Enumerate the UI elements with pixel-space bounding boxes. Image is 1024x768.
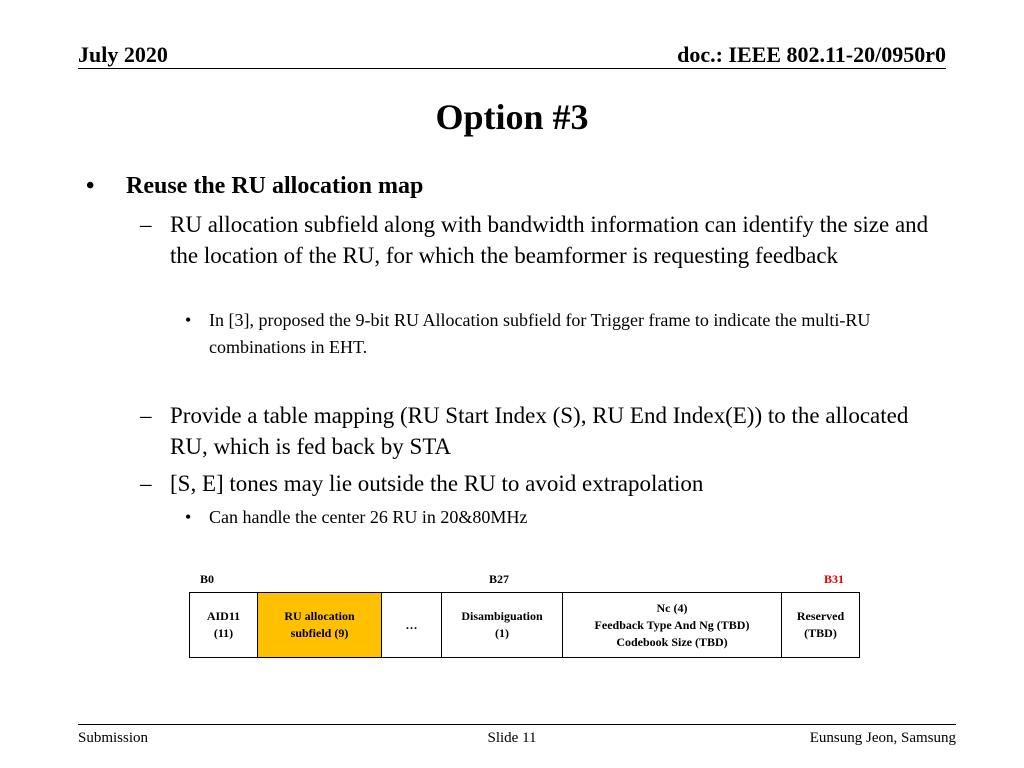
footer-divider bbox=[78, 724, 956, 725]
footer-author: Eunsung Jeon, Samsung bbox=[809, 730, 956, 746]
header-date: July 2020 bbox=[78, 42, 168, 67]
header-divider bbox=[78, 68, 946, 69]
field-aid11 bbox=[190, 593, 258, 658]
field-line: AID11 bbox=[206, 609, 241, 623]
dash-marker: – bbox=[140, 212, 152, 237]
field-line: (TBD) bbox=[804, 626, 837, 640]
main-point: Reuse the RU allocation map bbox=[126, 173, 424, 199]
field-line: subfield (9) bbox=[290, 626, 349, 640]
sub-point-table-mapping: Provide a table mapping (RU Start Index (S), RU End Index(E)) to the allocated RU, which is fed back by STA bbox=[170, 403, 909, 459]
bit-label-b0: B0 bbox=[200, 572, 215, 586]
header-doc-id: doc.: IEEE 802.11-20/0950r0 bbox=[677, 42, 946, 67]
bit-label-b27: B27 bbox=[489, 572, 510, 586]
bullet-marker: • bbox=[86, 173, 95, 199]
field-disambiguation bbox=[442, 593, 563, 658]
sub-point-ru-allocation: RU allocation subfield along with bandwidth information can identify the size and the location of the RU, for which the beamformer is requesting feedback bbox=[170, 212, 929, 268]
field-table bbox=[189, 592, 860, 658]
dash-marker: – bbox=[140, 471, 152, 496]
dot-marker: • bbox=[185, 507, 192, 527]
field-line: Feedback Type And Ng (TBD) bbox=[594, 617, 750, 632]
field-line: RU allocation bbox=[284, 609, 355, 623]
field-line: (1) bbox=[495, 626, 509, 640]
footer-submission: Submission bbox=[78, 730, 149, 746]
dot-marker: • bbox=[185, 310, 192, 330]
sub-point-tones-outside: [S, E] tones may lie outside the RU to avoid extrapolation bbox=[170, 471, 704, 496]
field-line: (11) bbox=[213, 626, 234, 640]
field-line: Reserved bbox=[796, 609, 845, 623]
field-line: Nc (4) bbox=[656, 600, 688, 615]
field-line: … bbox=[405, 617, 418, 632]
slide-title: Option #3 bbox=[435, 97, 589, 137]
bit-label-b31: B31 bbox=[824, 572, 845, 586]
field-nc-feedback-codebook bbox=[563, 593, 782, 658]
field-line: Codebook Size (TBD) bbox=[616, 634, 728, 649]
field-line: Disambiguation bbox=[461, 609, 543, 623]
dash-marker: – bbox=[140, 403, 152, 428]
detail-center-26-ru: Can handle the center 26 RU in 20&80MHz bbox=[209, 507, 528, 527]
field-ellipsis bbox=[382, 593, 442, 658]
footer-slide-number: Slide 11 bbox=[487, 730, 537, 746]
field-reserved bbox=[782, 593, 860, 658]
detail-ru-allocation-subfield: In [3], proposed the 9-bit RU Allocation subfield for Trigger frame to indicate the multi-RU combinations in EHT. bbox=[209, 310, 871, 357]
field-ru-allocation bbox=[258, 593, 382, 658]
field-row bbox=[190, 593, 860, 658]
